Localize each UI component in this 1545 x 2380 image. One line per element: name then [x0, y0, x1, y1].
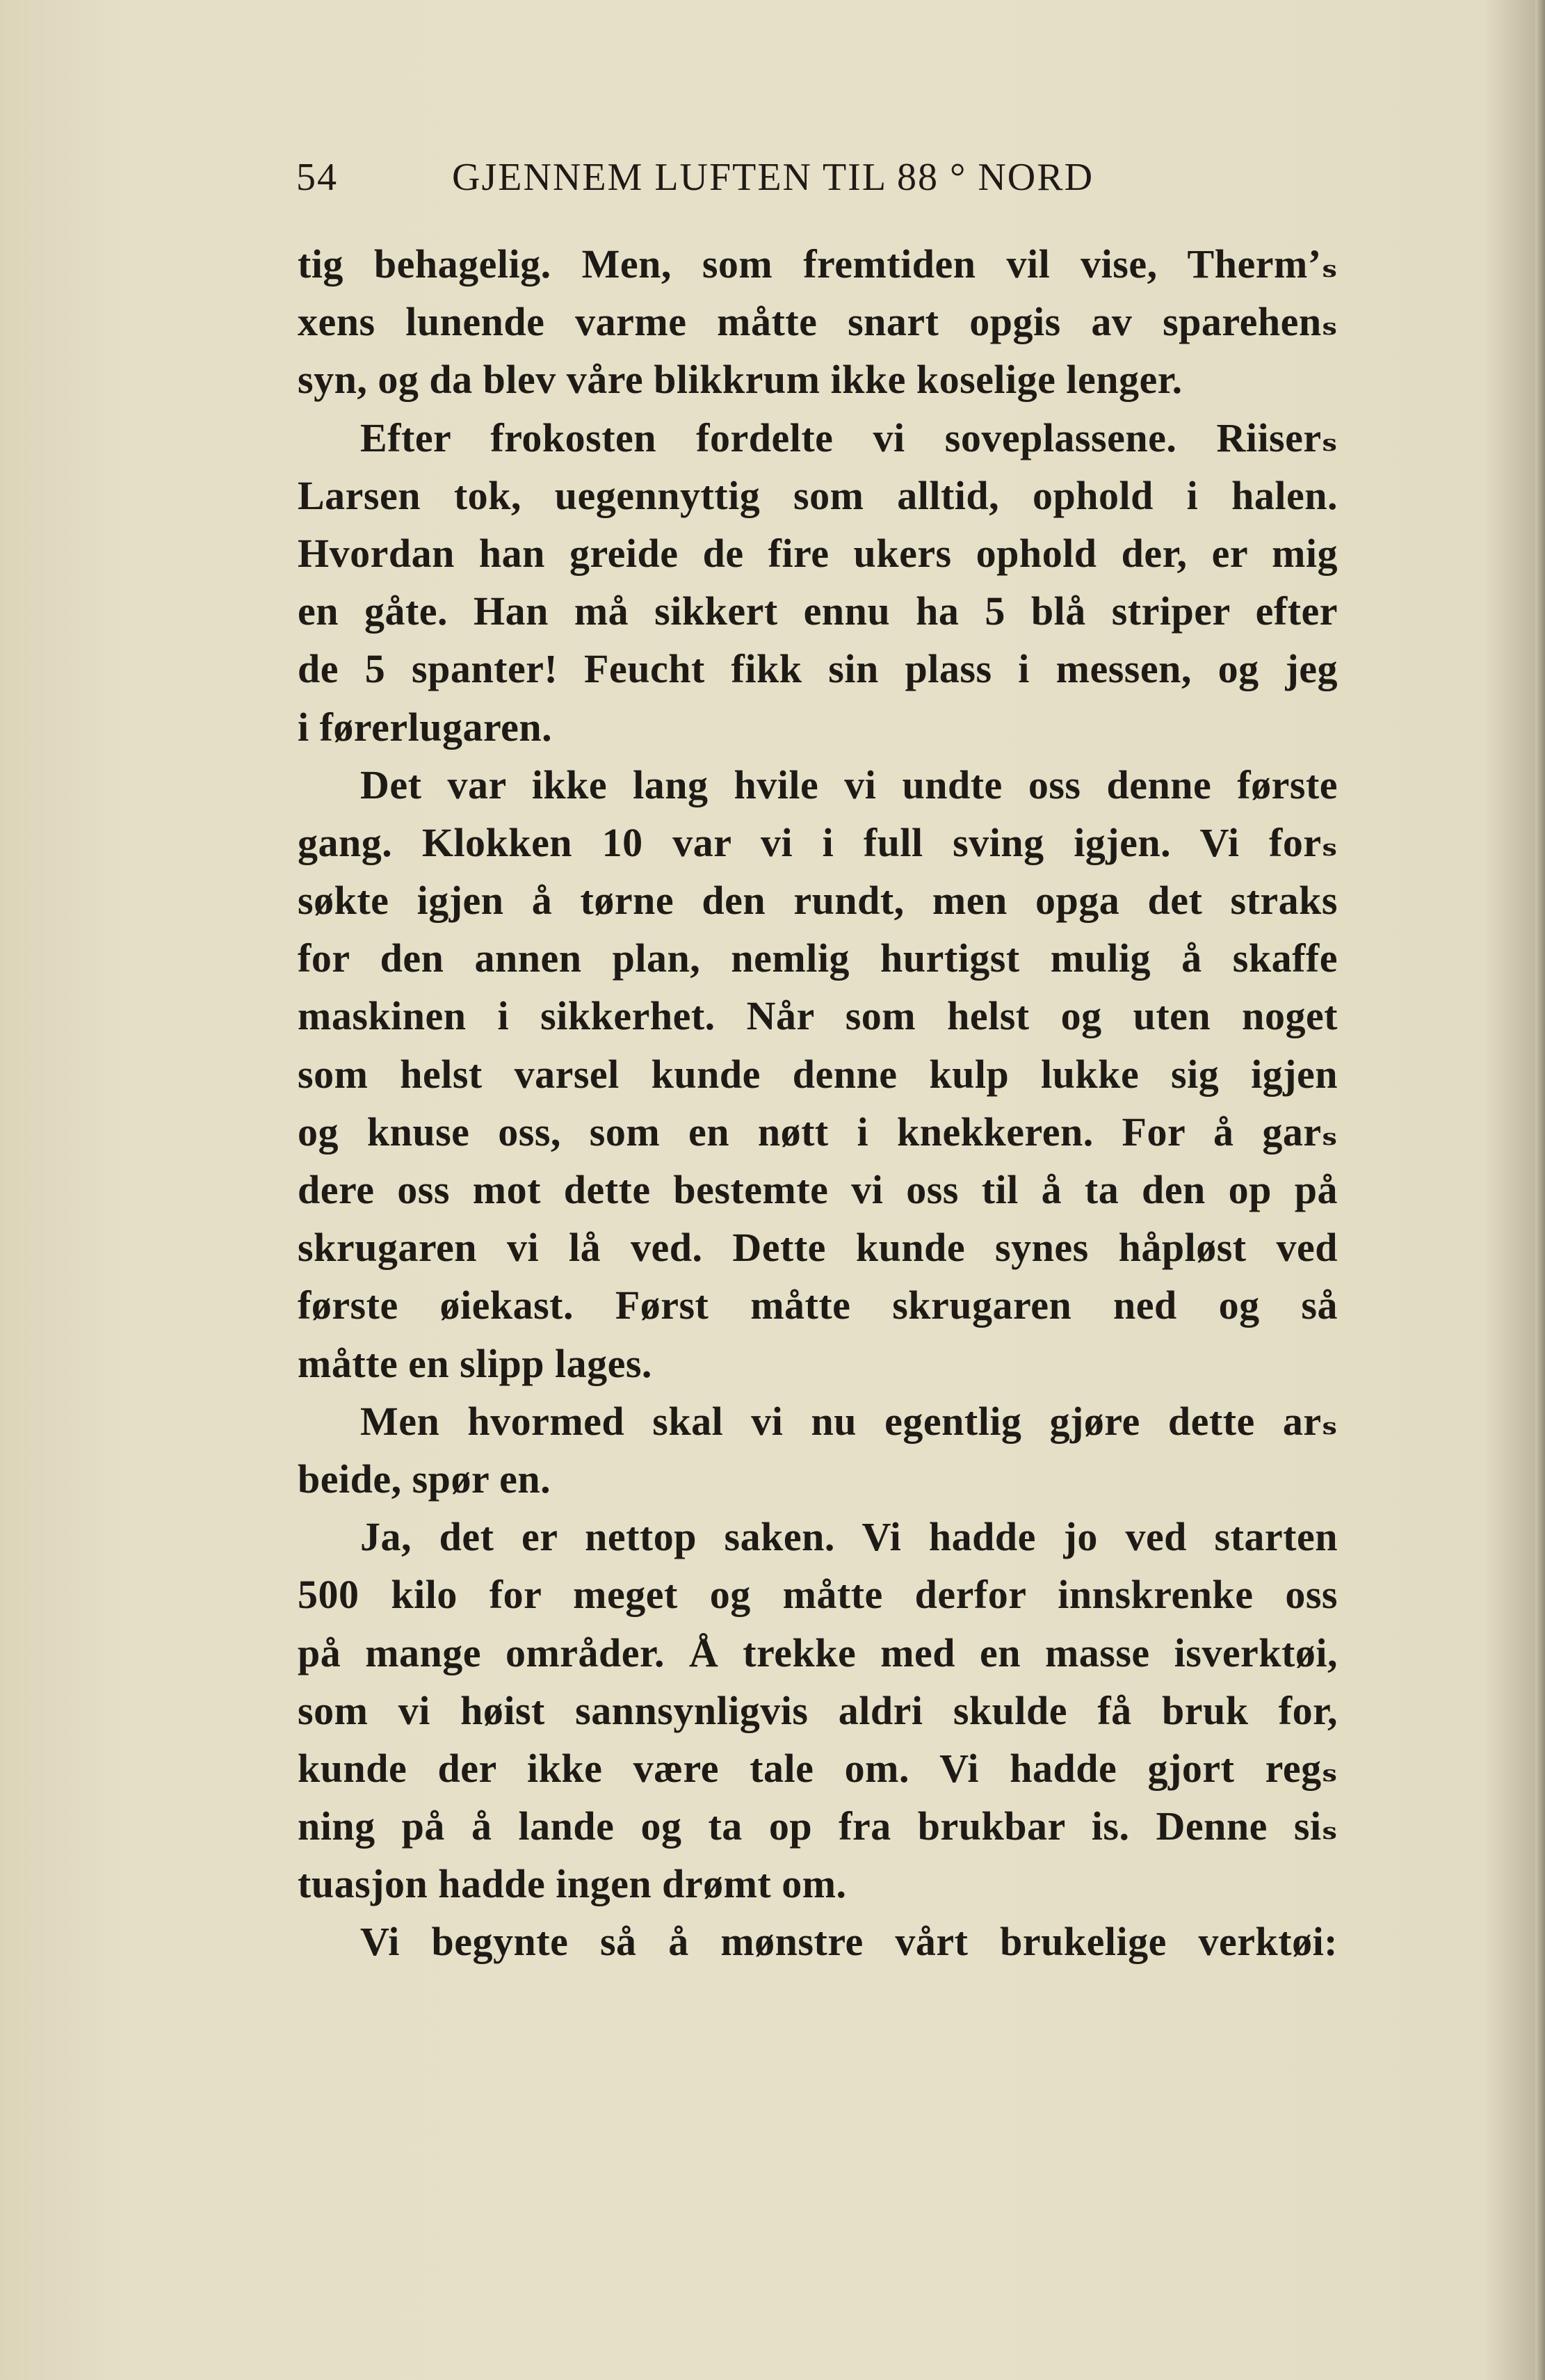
text-line: kunde der ikke være tale om. Vi hadde gjort regₛ [298, 1745, 1338, 1791]
text-line: på mange områder. Å trekke med en masse isverktøi, [298, 1630, 1338, 1675]
text-line: gang. Klokken 10 var vi i full sving igjen. Vi forₛ [298, 819, 1338, 865]
text-line: måtte en slipp lages. [298, 1340, 652, 1386]
body-text [298, 235, 1338, 1971]
text-line: Men hvormed skal vi nu egentlig gjøre dette arₛ [360, 1398, 1338, 1444]
text-line: beide, spør en. [298, 1456, 551, 1502]
text-line: i førerlugaren. [298, 704, 553, 750]
text-line: Ja, det er nettop saken. Vi hadde jo ved starten [360, 1514, 1338, 1560]
text-line: dere oss mot dette bestemte vi oss til å ta den op på [298, 1167, 1338, 1212]
text-line: skrugaren vi lå ved. Dette kunde synes håpløst ved [298, 1225, 1338, 1271]
text-line: 500 kilo for meget og måtte derfor innskrenke oss [298, 1572, 1338, 1618]
text-line: ning på å lande og ta op fra brukbar is. Denne siₛ [298, 1803, 1338, 1849]
running-title: GJENNEM LUFTEN TIL 88 ° NORD [452, 156, 1094, 199]
page-number: 54 [296, 156, 338, 199]
text-line: syn, og da blev våre blikkrum ikke koselige lenger. [298, 357, 1183, 403]
text-line: tig behagelig. Men, som fremtiden vil vise, Therm’ₛ [298, 241, 1338, 287]
text-line: Hvordan han greide de fire ukers ophold der, er mig [298, 530, 1338, 576]
text-line: for den annen plan, nemlig hurtigst mulig å skaffe [298, 935, 1338, 981]
page-header [296, 150, 1200, 205]
text-line: Efter frokosten fordelte vi soveplassene. Riiserₛ [360, 415, 1338, 460]
text-line: Det var ikke lang hvile vi undte oss denne første [360, 762, 1338, 807]
page-edge [1535, 0, 1545, 2380]
text-line: Larsen tok, uegennyttig som alltid, ophold i halen. [298, 472, 1338, 518]
text-line: de 5 spanter! Feucht fikk sin plass i messen, og jeg [298, 646, 1338, 692]
text-line: maskinen i sikkerhet. Når som helst og uten noget [298, 993, 1338, 1039]
text-line: tuasjon hadde ingen drømt om. [298, 1861, 847, 1907]
text-line: en gåte. Han må sikkert ennu ha 5 blå striper efter [298, 588, 1338, 634]
text-line: første øiekast. Først måtte skrugaren ned og så [298, 1283, 1338, 1328]
text-line: søkte igjen å tørne den rundt, men opga det straks [298, 878, 1338, 924]
text-line: som helst varsel kunde denne kulp lukke sig igjen [298, 1051, 1338, 1097]
text-line: som vi høist sannsynligvis aldri skulde få bruk for, [298, 1687, 1338, 1733]
text-line: og knuse oss, som en nøtt i knekkeren. For å garₛ [298, 1109, 1338, 1155]
text-line: Vi begynte så å mønstre vårt brukelige verktøi: [360, 1919, 1338, 1965]
text-line: xens lunende varme måtte snart opgis av sparehenₛ [298, 299, 1338, 345]
